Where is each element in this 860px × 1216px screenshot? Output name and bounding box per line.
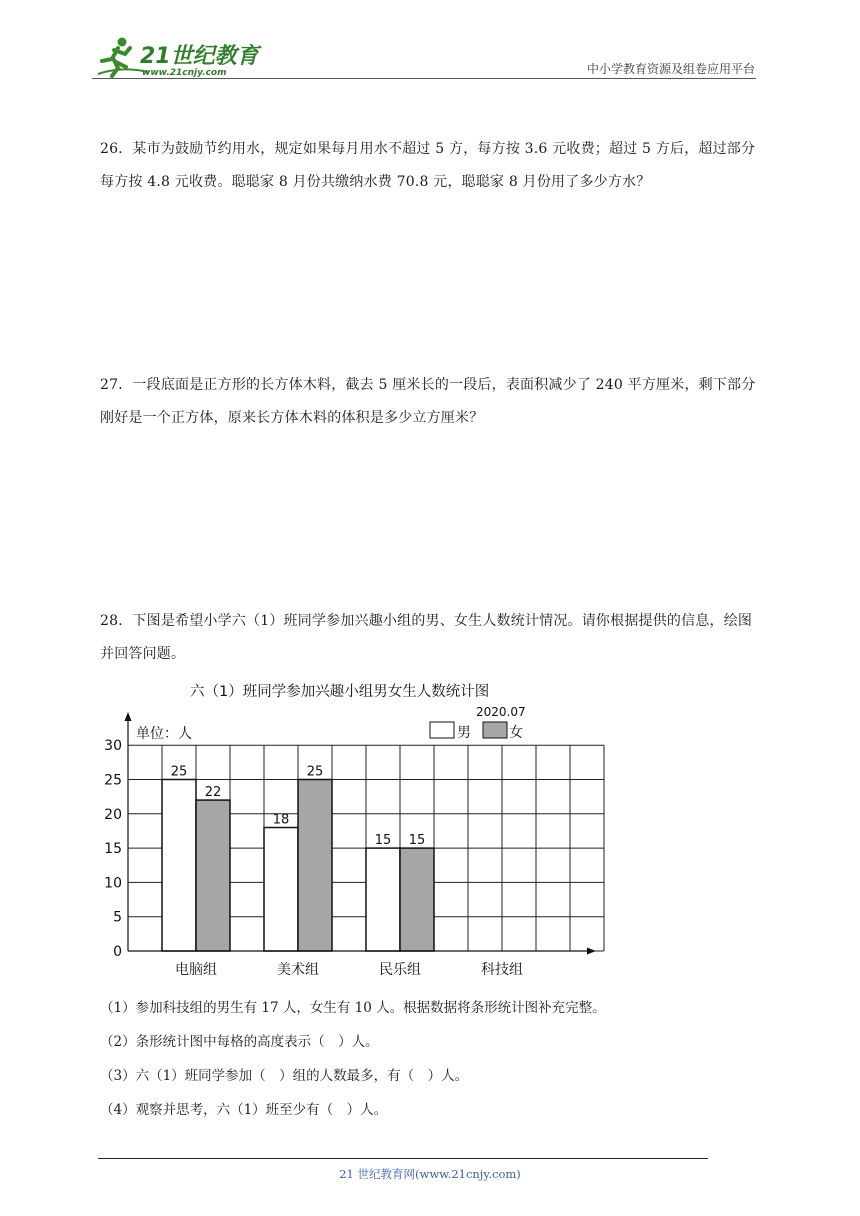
header-divider [92, 78, 756, 79]
legend-swatch-female [483, 722, 507, 738]
x-tick-label: 民乐组 [379, 962, 421, 978]
sub-question-3: （3）六（1）班同学参加（ ）组的人数最多，有（ ）人。 [100, 1068, 469, 1084]
bar [298, 780, 332, 952]
logo-sub-text: www.21cnjy.com [142, 68, 227, 78]
bar-value-label: 25 [170, 764, 188, 780]
bar [366, 848, 400, 951]
legend-label-male: 男 [457, 725, 471, 741]
chart-bars [162, 765, 434, 952]
question-28: 28．下图是希望小学六（1）班同学参加兴趣小组的男、女生人数统计情况。请你根据提供的信息，绘图并回答问题。 [100, 613, 753, 662]
sub-question-2: （2）条形统计图中每格的高度表示（ ）人。 [100, 1034, 379, 1050]
bar [400, 848, 434, 951]
logo-main-text: 21世纪教育 [140, 44, 259, 69]
footer-divider [98, 1158, 708, 1159]
bar [196, 800, 230, 951]
bar-value-label: 25 [306, 764, 324, 780]
bar [162, 780, 196, 952]
bar-chart [100, 680, 610, 980]
bar-value-label: 22 [204, 785, 222, 801]
y-tick-label: 10 [104, 875, 122, 892]
y-tick-label: 20 [104, 806, 122, 823]
legend-label-female: 女 [509, 725, 523, 741]
x-tick-label: 美术组 [277, 962, 319, 978]
legend-swatch-male [430, 722, 454, 738]
y-axis-ticks [104, 738, 122, 960]
bar-value-label: 15 [374, 833, 392, 849]
chart-legend [430, 722, 523, 741]
y-tick-label: 25 [104, 772, 122, 789]
question-26: 26．某市为鼓励节约用水，规定如果每月用水不超过 5 方，每方按 3.6 元收费；超过 5 方后，超过部分每方按 4.8 元收费。聪聪家 8 月份共缴纳水费 70.8 元，聪聪家 8 月份用了多少方水？ [100, 141, 756, 190]
chart-title: 六（1）班同学参加兴趣小组男女生人数统计图 [190, 684, 490, 700]
bar-value-label: 18 [272, 812, 290, 828]
site-logo [92, 32, 262, 80]
y-tick-label: 5 [113, 909, 122, 926]
y-tick-label: 30 [104, 738, 122, 755]
question-27: 27．一段底面是正方形的长方体木料，截去 5 厘米长的一段后，表面积减少了 240 平方厘米，剩下部分刚好是一个正方体，原来长方体木料的体积是多少立方厘米？ [100, 377, 756, 426]
bar-value-label: 15 [408, 833, 426, 849]
bar [264, 828, 298, 951]
header-platform-text: 中小学教育资源及组卷应用平台 [586, 62, 755, 76]
footer-text: 21 世纪教育网(www.21cnjy.com) [339, 1167, 521, 1181]
x-tick-label: 电脑组 [175, 962, 217, 978]
x-axis-labels [175, 961, 523, 978]
y-axis [125, 712, 132, 951]
sub-question-1: （1）参加科技组的男生有 17 人，女生有 10 人。根据数据将条形统计图补充完整。 [100, 1000, 606, 1016]
chart-unit-label: 单位：人 [136, 726, 192, 742]
y-tick-label: 0 [113, 944, 122, 960]
chart-date: 2020.07 [476, 705, 526, 719]
y-tick-label: 15 [104, 841, 122, 858]
sub-question-4: （4）观察并思考，六（1）班至少有（ ）人。 [100, 1102, 388, 1118]
x-tick-label: 科技组 [481, 962, 523, 978]
